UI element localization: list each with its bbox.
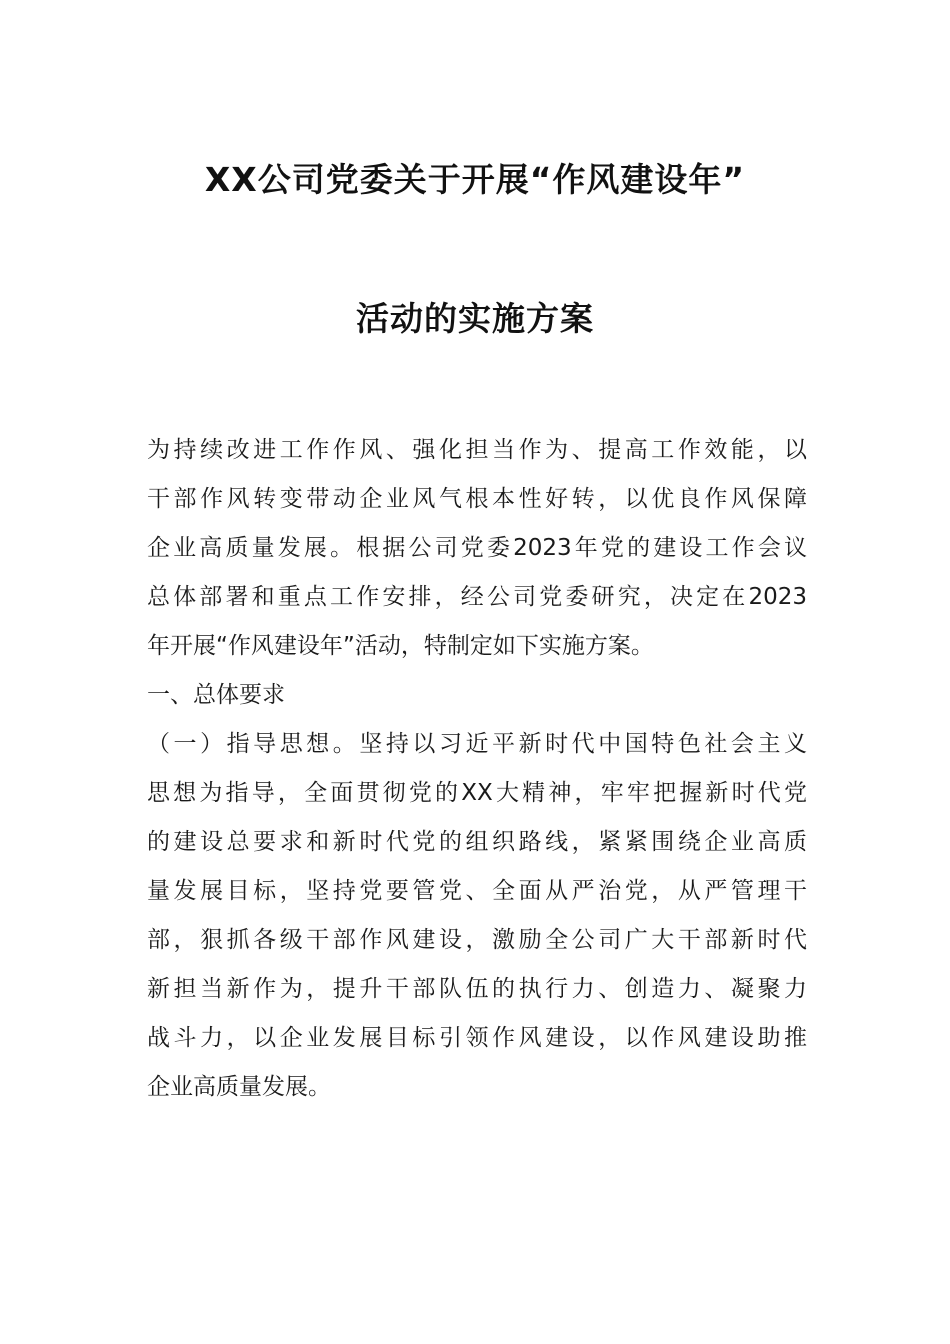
subsection-paragraph-line: 战斗力，以企业发展目标引领作风建设，以作风建设助推 (147, 1025, 807, 1051)
subsection-paragraph-line: 思想为指导，全面贯彻党的XX大精神，牢牢把握新时代党 (147, 780, 807, 806)
subsection-paragraph-line: 部，狠抓各级干部作风建设，激励全公司广大干部新时代 (147, 927, 807, 953)
subsection-paragraph-line: 量发展目标，坚持党要管党、全面从严治党，从严管理干 (147, 878, 807, 904)
document-title-line-2: 活动的实施方案 (356, 299, 594, 338)
subsection-paragraph-line: 新担当新作为，提升干部队伍的执行力、创造力、凝聚力 (147, 976, 807, 1002)
document-title-line-1: XX公司党委关于开展“作风建设年” (204, 160, 746, 199)
intro-paragraph-line: 干部作风转变带动企业风气根本性好转，以优良作风保障 (147, 486, 807, 512)
intro-paragraph-line: 年开展“作风建设年”活动，特制定如下实施方案。 (147, 633, 654, 659)
intro-paragraph-line: 为持续改进工作作风、强化担当作为、提高工作效能，以 (147, 437, 807, 463)
intro-paragraph-line: 企业高质量发展。根据公司党委2023年党的建设工作会议 (147, 535, 807, 561)
subsection-paragraph-line: （一）指导思想。坚持以习近平新时代中国特色社会主义 (147, 731, 807, 757)
subsection-paragraph-line: 企业高质量发展。 (147, 1074, 331, 1100)
intro-paragraph-line: 总体部署和重点工作安排，经公司党委研究，决定在2023 (147, 584, 807, 610)
section-heading: 一、总体要求 (147, 682, 285, 708)
document-body (147, 426, 807, 1112)
subsection-paragraph-line: 的建设总要求和新时代党的组织路线，紧紧围绕企业高质 (147, 829, 807, 855)
